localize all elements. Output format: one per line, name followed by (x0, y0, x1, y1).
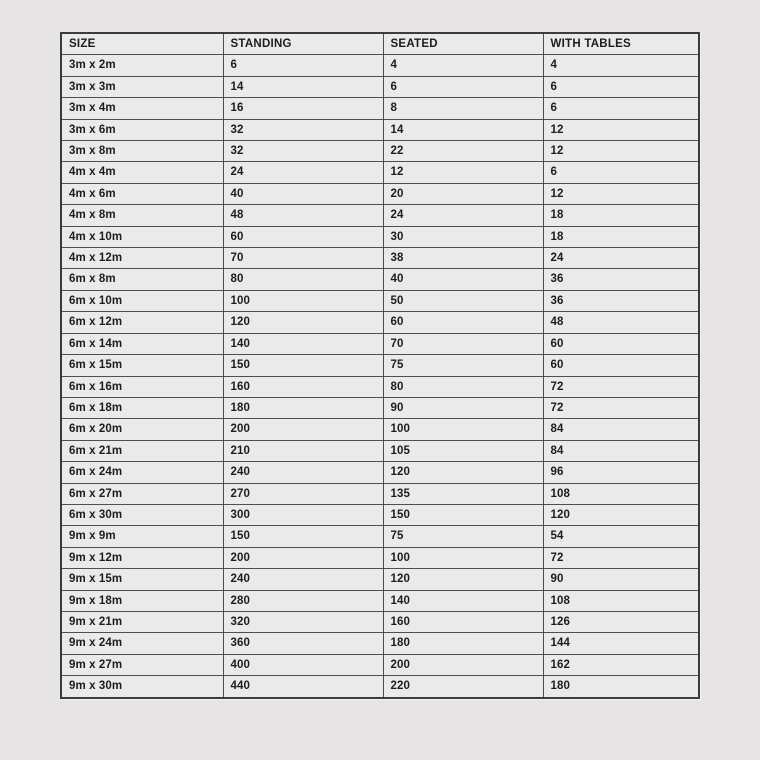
cell-seated: 38 (383, 248, 543, 269)
table-row (61, 119, 699, 140)
cell-standing: 240 (223, 569, 383, 590)
cell-seated: 100 (383, 419, 543, 440)
cell-size: 6m x 15m (61, 355, 223, 376)
table-row (61, 504, 699, 525)
cell-seated: 40 (383, 269, 543, 290)
table-row (61, 676, 699, 698)
cell-size: 6m x 12m (61, 312, 223, 333)
cell-tables: 108 (543, 483, 699, 504)
cell-tables: 90 (543, 569, 699, 590)
cell-seated: 120 (383, 462, 543, 483)
table-row (61, 290, 699, 311)
cell-size: 9m x 15m (61, 569, 223, 590)
cell-standing: 300 (223, 504, 383, 525)
table-row (61, 440, 699, 461)
cell-tables: 72 (543, 397, 699, 418)
cell-tables: 12 (543, 183, 699, 204)
table-row (61, 462, 699, 483)
cell-tables: 60 (543, 333, 699, 354)
table-row (61, 162, 699, 183)
cell-tables: 144 (543, 633, 699, 654)
cell-size: 4m x 8m (61, 205, 223, 226)
cell-standing: 400 (223, 654, 383, 675)
cell-tables: 180 (543, 676, 699, 698)
cell-tables: 4 (543, 55, 699, 76)
cell-standing: 150 (223, 355, 383, 376)
cell-size: 6m x 20m (61, 419, 223, 440)
table-row (61, 376, 699, 397)
cell-size: 4m x 10m (61, 226, 223, 247)
cell-size: 9m x 18m (61, 590, 223, 611)
table-body (61, 55, 699, 698)
cell-standing: 360 (223, 633, 383, 654)
cell-size: 9m x 9m (61, 526, 223, 547)
cell-standing: 48 (223, 205, 383, 226)
cell-tables: 108 (543, 590, 699, 611)
cell-tables: 6 (543, 98, 699, 119)
cell-size: 9m x 12m (61, 547, 223, 568)
table-row (61, 141, 699, 162)
cell-tables: 84 (543, 440, 699, 461)
cell-size: 3m x 8m (61, 141, 223, 162)
table-row (61, 611, 699, 632)
cell-size: 9m x 24m (61, 633, 223, 654)
cell-seated: 160 (383, 611, 543, 632)
cell-size: 6m x 10m (61, 290, 223, 311)
cell-standing: 16 (223, 98, 383, 119)
cell-size: 4m x 6m (61, 183, 223, 204)
capacity-table-container (60, 32, 698, 699)
cell-seated: 150 (383, 504, 543, 525)
cell-size: 4m x 4m (61, 162, 223, 183)
cell-tables: 6 (543, 162, 699, 183)
cell-seated: 60 (383, 312, 543, 333)
cell-standing: 140 (223, 333, 383, 354)
cell-seated: 6 (383, 76, 543, 97)
cell-standing: 32 (223, 119, 383, 140)
cell-seated: 8 (383, 98, 543, 119)
cell-seated: 105 (383, 440, 543, 461)
table-row (61, 654, 699, 675)
table-row (61, 55, 699, 76)
cell-standing: 280 (223, 590, 383, 611)
cell-size: 9m x 21m (61, 611, 223, 632)
cell-size: 6m x 8m (61, 269, 223, 290)
column-header-standing: STANDING (223, 33, 383, 55)
cell-seated: 20 (383, 183, 543, 204)
cell-seated: 140 (383, 590, 543, 611)
table-row (61, 590, 699, 611)
cell-standing: 200 (223, 547, 383, 568)
table-row (61, 419, 699, 440)
cell-size: 6m x 21m (61, 440, 223, 461)
cell-tables: 84 (543, 419, 699, 440)
cell-size: 4m x 12m (61, 248, 223, 269)
cell-size: 3m x 2m (61, 55, 223, 76)
cell-tables: 24 (543, 248, 699, 269)
cell-standing: 6 (223, 55, 383, 76)
cell-tables: 6 (543, 76, 699, 97)
cell-seated: 12 (383, 162, 543, 183)
table-row (61, 333, 699, 354)
cell-standing: 24 (223, 162, 383, 183)
cell-seated: 120 (383, 569, 543, 590)
cell-standing: 14 (223, 76, 383, 97)
cell-standing: 120 (223, 312, 383, 333)
cell-size: 6m x 24m (61, 462, 223, 483)
cell-size: 6m x 18m (61, 397, 223, 418)
cell-seated: 75 (383, 355, 543, 376)
table-row (61, 205, 699, 226)
table-row (61, 248, 699, 269)
cell-tables: 54 (543, 526, 699, 547)
cell-tables: 72 (543, 376, 699, 397)
cell-standing: 320 (223, 611, 383, 632)
table-row (61, 633, 699, 654)
cell-seated: 30 (383, 226, 543, 247)
cell-seated: 200 (383, 654, 543, 675)
cell-seated: 4 (383, 55, 543, 76)
cell-seated: 135 (383, 483, 543, 504)
cell-size: 6m x 30m (61, 504, 223, 525)
cell-seated: 50 (383, 290, 543, 311)
table-row (61, 397, 699, 418)
cell-tables: 120 (543, 504, 699, 525)
cell-size: 9m x 27m (61, 654, 223, 675)
table-row (61, 355, 699, 376)
cell-size: 6m x 16m (61, 376, 223, 397)
table-row (61, 269, 699, 290)
table-row (61, 183, 699, 204)
table-row (61, 547, 699, 568)
cell-standing: 80 (223, 269, 383, 290)
venue-capacity-table (60, 32, 700, 699)
cell-size: 3m x 3m (61, 76, 223, 97)
cell-tables: 12 (543, 141, 699, 162)
table-row (61, 312, 699, 333)
cell-standing: 210 (223, 440, 383, 461)
cell-standing: 40 (223, 183, 383, 204)
cell-standing: 240 (223, 462, 383, 483)
cell-seated: 70 (383, 333, 543, 354)
table-header (61, 33, 699, 55)
table-row (61, 76, 699, 97)
cell-standing: 70 (223, 248, 383, 269)
cell-seated: 180 (383, 633, 543, 654)
cell-size: 9m x 30m (61, 676, 223, 698)
table-row (61, 98, 699, 119)
cell-standing: 32 (223, 141, 383, 162)
cell-size: 3m x 4m (61, 98, 223, 119)
table-row (61, 483, 699, 504)
table-row (61, 569, 699, 590)
cell-tables: 18 (543, 226, 699, 247)
cell-tables: 18 (543, 205, 699, 226)
column-header-tables: WITH TABLES (543, 33, 699, 55)
cell-size: 6m x 27m (61, 483, 223, 504)
cell-standing: 200 (223, 419, 383, 440)
table-row (61, 226, 699, 247)
cell-tables: 36 (543, 290, 699, 311)
cell-tables: 60 (543, 355, 699, 376)
cell-standing: 440 (223, 676, 383, 698)
table-row (61, 526, 699, 547)
cell-standing: 150 (223, 526, 383, 547)
cell-seated: 24 (383, 205, 543, 226)
cell-tables: 162 (543, 654, 699, 675)
column-header-seated: SEATED (383, 33, 543, 55)
cell-size: 3m x 6m (61, 119, 223, 140)
cell-tables: 48 (543, 312, 699, 333)
cell-standing: 60 (223, 226, 383, 247)
cell-seated: 220 (383, 676, 543, 698)
cell-seated: 75 (383, 526, 543, 547)
cell-standing: 100 (223, 290, 383, 311)
cell-seated: 22 (383, 141, 543, 162)
cell-seated: 90 (383, 397, 543, 418)
cell-size: 6m x 14m (61, 333, 223, 354)
cell-seated: 14 (383, 119, 543, 140)
cell-tables: 12 (543, 119, 699, 140)
cell-seated: 80 (383, 376, 543, 397)
cell-standing: 160 (223, 376, 383, 397)
cell-seated: 100 (383, 547, 543, 568)
cell-tables: 126 (543, 611, 699, 632)
table-header-row (61, 33, 699, 55)
cell-standing: 270 (223, 483, 383, 504)
column-header-size: SIZE (61, 33, 223, 55)
cell-tables: 96 (543, 462, 699, 483)
cell-tables: 36 (543, 269, 699, 290)
cell-standing: 180 (223, 397, 383, 418)
cell-tables: 72 (543, 547, 699, 568)
